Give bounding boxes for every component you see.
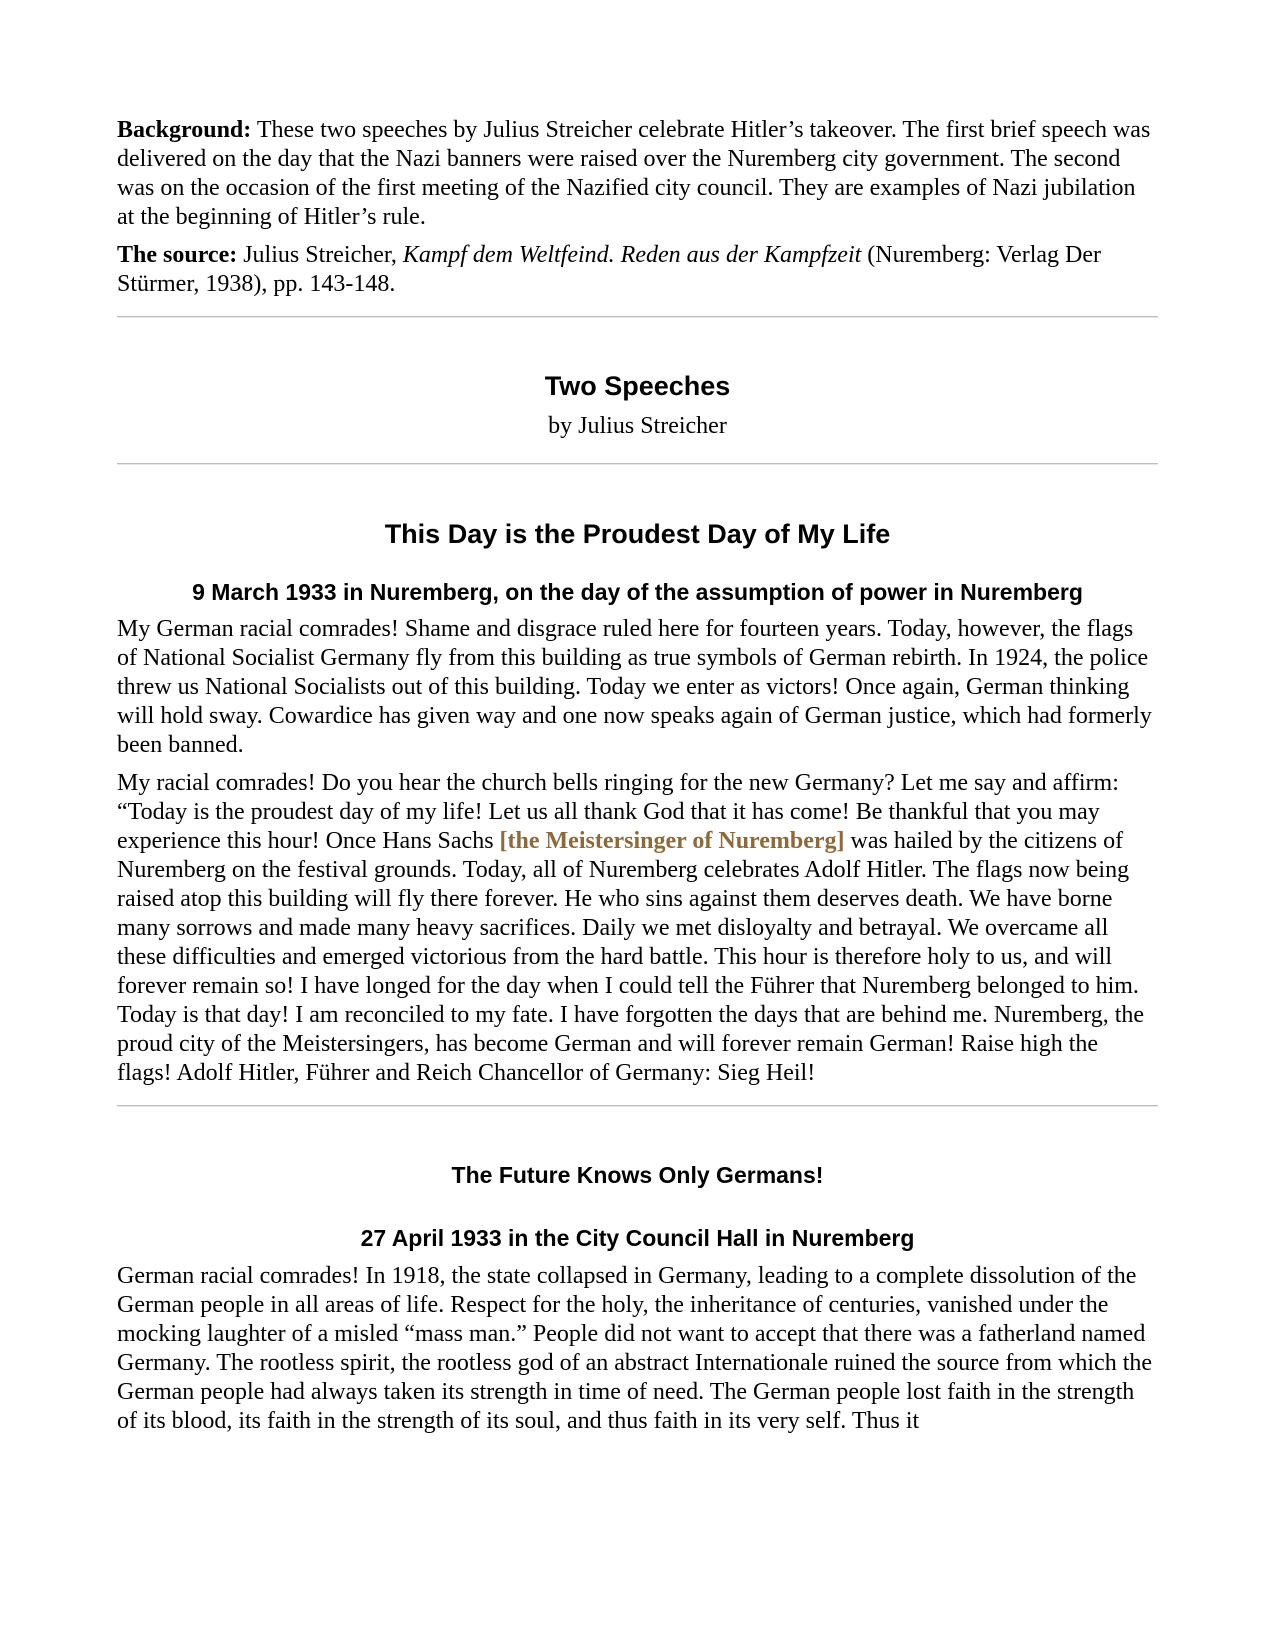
source-book-title: Kampf dem Weltfeind. Reden aus der Kampfzeit	[402, 242, 862, 268]
speech2-paragraph-1: German racial comrades! In 1918, the state collapsed in Germany, leading to a complete dissolution of the German people in all areas of life. Respect for the holy, the inheritance of centuries, vanished under the mocking laughter of a misled “mass man.” People did not want to accept that there was a fatherland named Germany. The rootless spirit, the rootless god of an abstract Internationale ruined the source from which the German people had always taken its strength in time of need. The German people lost faith in the strength of its blood, its faith in the strength of its soul, and thus faith in its very self. Thus it	[117, 1263, 1153, 1434]
background-label: Background:	[117, 117, 252, 143]
speech1-title: This Day is the Proudest Day of My Life	[384, 519, 891, 549]
source-label: The source:	[117, 242, 238, 268]
background-paragraph	[117, 116, 1158, 232]
speech1-paragraph-2-text: My racial comrades! Do you hear the church bells ringing for the new Germany? Let me say and affirm: “Today is the proudest day of my life! Let us all thank God that it has come! Be thankful that you may experience this hour! Once Hans Sachs	[117, 770, 1119, 854]
divider	[117, 316, 1158, 318]
speech1-subtitle: 9 March 1933 in Nuremberg, on the day of the assumption of power in Nuremberg	[192, 579, 1083, 605]
divider	[117, 1105, 1158, 1107]
speech2-subtitle: 27 April 1933 in the City Council Hall in Nuremberg	[360, 1225, 915, 1251]
source-paragraph	[117, 241, 1158, 299]
source-author: Julius Streicher,	[237, 242, 403, 268]
editorial-note: [the Meistersinger of Nuremberg]	[499, 828, 845, 854]
divider	[117, 463, 1158, 465]
document-page	[117, 116, 1158, 1445]
speech1-paragraph-1: My German racial comrades! Shame and disgrace ruled here for fourteen years. Today, however, the flags of National Socialist Germany fly from this building as true symbols of German rebirth. In 1924, the police threw us National Socialists out of this building. Today we enter as victors! Once again, German thinking will hold sway. Cowardice has given way and one now speaks again of German justice, which had formerly been banned.	[117, 616, 1152, 758]
source-publication: (Nuremberg: Verlag Der Stürmer, 1938), pp. 143-148.	[117, 242, 1101, 297]
document-title: Two Speeches	[544, 371, 731, 401]
background-text: These two speeches by Julius Streicher celebrate Hitler’s takeover. The first brief speech was delivered on the day that the Nazi banners were raised over the Nuremberg city government. The second was on the occasion of the first meeting of the Nazified city council. They are examples of Nazi jubilation at the beginning of Hitler’s rule.	[117, 117, 1151, 230]
speech2-title: The Future Knows Only Germans!	[451, 1162, 824, 1188]
speech1-paragraph-2	[117, 769, 1158, 1088]
speech1-paragraph-2-continued: was hailed by the citizens of Nuremberg on the festival grounds. Today, all of Nuremberg celebrates Adolf Hitler. The flags now being raised atop this building will fly there forever. He who sins against them deserves death. We have borne many sorrows and made many heavy sacrifices. Daily we met disloyalty and betrayal. We overcame all these difficulties and emerged victorious from the hard battle. This hour is therefore holy to us, and will forever remain so! I have longed for the day when I could tell the Führer that Nuremberg belonged to him. Today is that day! I am reconciled to my fate. I have forgotten the days that are behind me. Nuremberg, the proud city of the Meistersingers, has become German and will forever remain German! Raise high the flags! Adolf Hitler, Führer and Reich Chancellor of Germany: Sieg Heil!	[117, 828, 1145, 1086]
document-byline: by Julius Streicher	[548, 413, 727, 439]
